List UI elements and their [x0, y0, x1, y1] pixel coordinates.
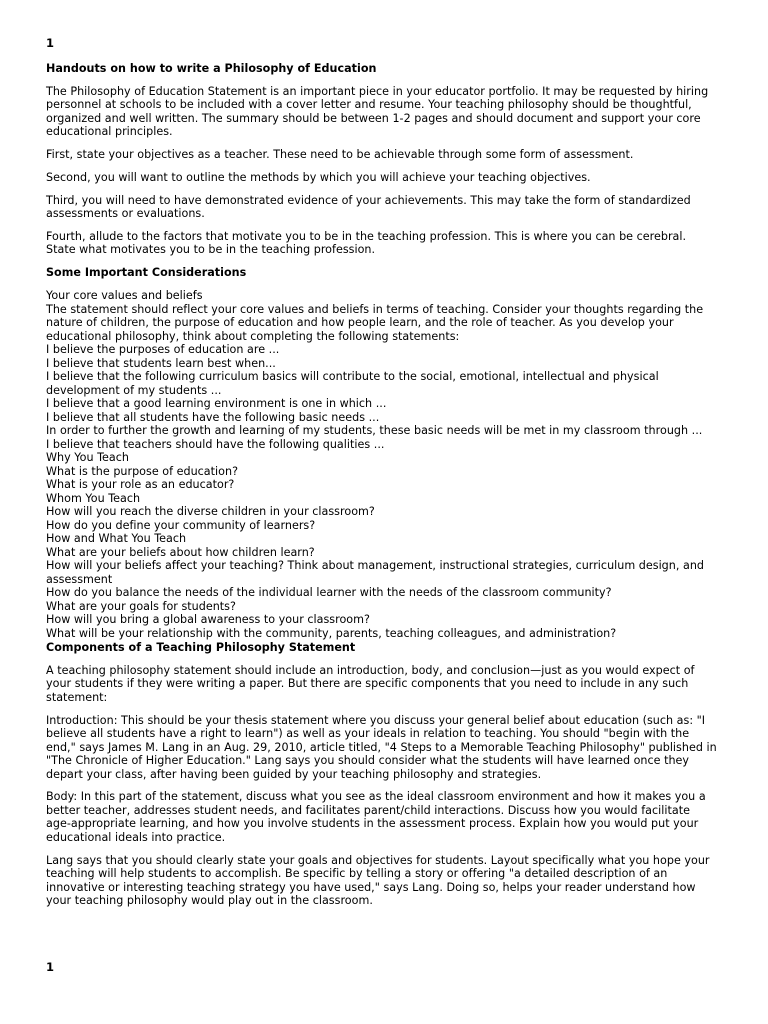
list-item: The statement should reflect your core values and beliefs in terms of teaching. Consider your thoughts regarding the nature of children, the purpose of education and how people learn, and the role of teacher. As you develop your educational philosophy, think about completing the following statements:	[46, 302, 704, 343]
list-item: How will your beliefs affect your teaching? Think about management, instructional strategies, curriculum design, and assessment	[46, 559, 705, 586]
list-item: What are your beliefs about how children learn?	[46, 545, 315, 559]
list-item: I believe that students learn best when...	[46, 356, 276, 370]
list-item: How do you define your community of learners?	[46, 518, 316, 532]
document-body	[46, 62, 718, 917]
list-item: What are your goals for students?	[46, 599, 236, 613]
list-item: How do you balance the needs of the individual learner with the needs of the classroom community?	[46, 586, 612, 600]
intro-paragraph: Third, you will need to have demonstrated evidence of your achievements. This may take the form of standardized assessments or evaluations.	[46, 193, 691, 221]
considerations-heading: Some Important Considerations	[46, 266, 247, 280]
list-item: Your core values and beliefs	[46, 289, 203, 303]
intro-paragraph: Second, you will want to outline the methods by which you will achieve your teaching objectives.	[46, 170, 591, 184]
intro-paragraph: First, state your objectives as a teacher. These need to be achievable through some form of assessment.	[46, 148, 634, 162]
list-item: I believe that all students have the following basic needs ...	[46, 410, 380, 424]
list-item: How and What You Teach	[46, 532, 187, 546]
components-paragraph: Lang says that you should clearly state your goals and objectives for students. Layout specifically what you hope your teaching will help students to accomplish. Be specific by telling a story or offering "a detailed description of an innovative or interesting teaching strategy you have used," says Lang. Doing so, helps your reader understand how your teaching philosophy would play out in the classroom.	[46, 853, 710, 908]
list-item: What will be your relationship with the community, parents, teaching colleagues, and administration?	[46, 626, 617, 640]
components-heading: Components of a Teaching Philosophy Statement	[46, 641, 356, 655]
document-title: Handouts on how to write a Philosophy of Education	[46, 62, 377, 75]
list-item: I believe that a good learning environment is one in which ...	[46, 397, 387, 411]
components-paragraph: Body: In this part of the statement, discuss what you see as the ideal classroom environment and how it makes you a better teacher, addresses student needs, and facilitates parent/child interactions. Discuss how you would facilitate age-appropriate learning, and how you involve students in the assessment process. Explain how you would put your educational ideals into practice.	[46, 790, 706, 844]
list-item: How will you reach the diverse children in your classroom?	[46, 505, 375, 519]
considerations-list	[46, 289, 718, 640]
list-item: What is your role as an educator?	[46, 478, 235, 492]
list-item: I believe the purposes of education are ...	[46, 343, 280, 357]
page-number-bottom: 1	[46, 960, 55, 974]
page-number-top: 1	[46, 36, 55, 50]
list-item: In order to further the growth and learning of my students, these basic needs will be met in my classroom through ...	[46, 424, 703, 438]
components-paragraph: A teaching philosophy statement should include an introduction, body, and conclusion—just as you would expect of your students if they were writing a paper. But there are specific components that you need to include in any such statement:	[46, 663, 695, 704]
intro-paragraph: Fourth, allude to the factors that motivate you to be in the teaching profession. This is where you can be cerebral. State what motivates you to be in the teaching profession.	[46, 229, 687, 257]
list-item: I believe that the following curriculum basics will contribute to the social, emotional, intellectual and physical development of my students ...	[46, 370, 659, 397]
list-item: How will you bring a global awareness to your classroom?	[46, 613, 370, 627]
list-item: I believe that teachers should have the following qualities ...	[46, 437, 385, 451]
list-item: What is the purpose of education?	[46, 464, 239, 478]
list-item: Why You Teach	[46, 451, 129, 465]
components-paragraph: Introduction: This should be your thesis statement where you discuss your general belief about education (such as: "I believe all students have a right to learn") as well as your ideals in relation to teaching. You should "begin with the end," says James M. Lang in an Aug. 29, 2010, article titled, "4 Steps to a Memorable Teaching Philosophy" published in "The Chronicle of Higher Education." Lang says you should consider what the students will have learned once they depart your class, after having been guided by your teaching philosophy and strategies.	[46, 713, 717, 781]
list-item: Whom You Teach	[46, 491, 141, 505]
intro-paragraph: The Philosophy of Education Statement is an important piece in your educator portfolio. It may be requested by hiring personnel at schools to be included with a cover letter and resume. Your teaching philosophy should be thoughtful, organized and well written. The summary should be between 1-2 pages and should document and support your core educational principles.	[46, 84, 709, 139]
